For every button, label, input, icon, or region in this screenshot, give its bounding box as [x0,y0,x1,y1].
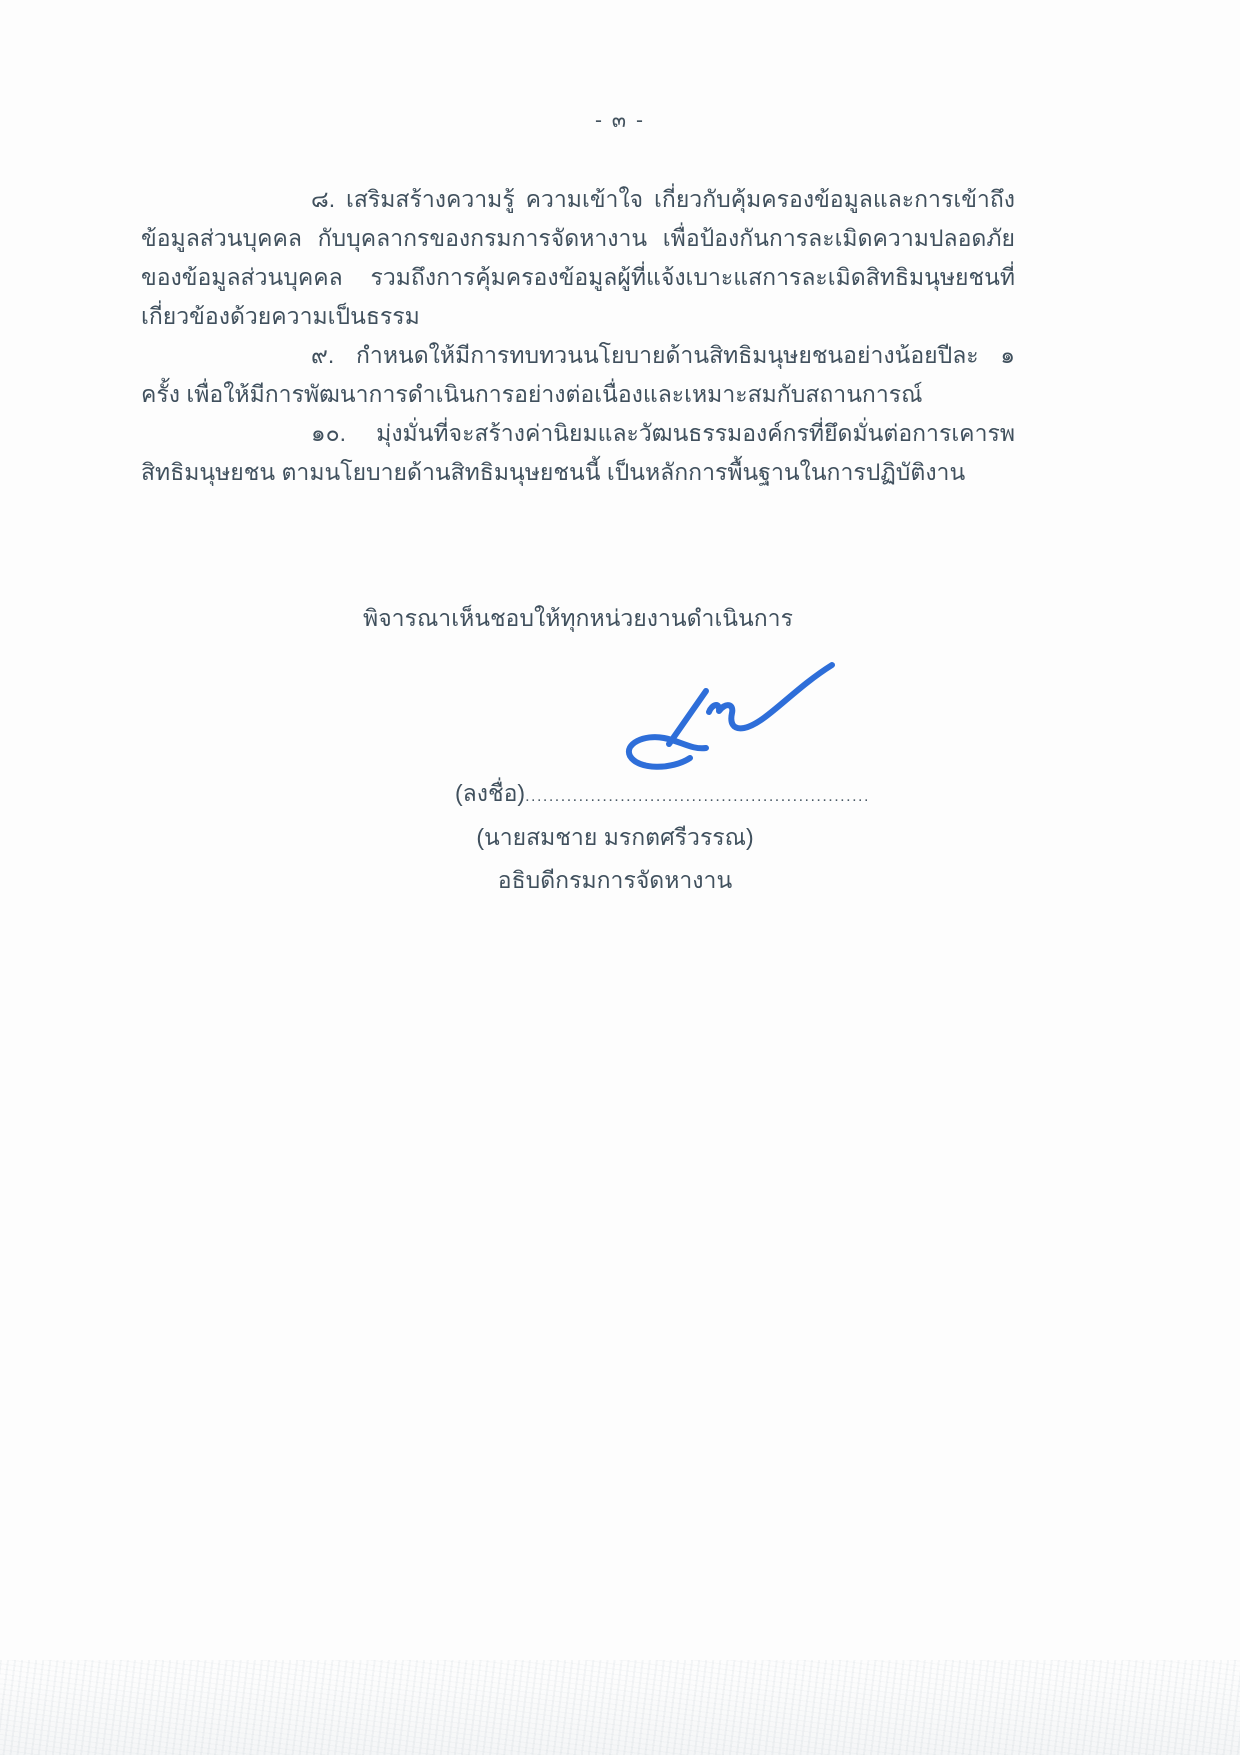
signer-title: อธิบดีกรมการจัดหางาน [497,867,733,893]
page-number: - ๓ - [594,109,645,132]
signer-name: (นายสมชาย มรกตศรีวรรณ) [476,824,754,850]
signature-ink [560,648,850,788]
scan-artifact-band [0,1660,1240,1755]
signature-sweep-stroke [709,665,832,728]
paragraph-item-10: ๑๐. มุ่งมั่นที่จะสร้างค่านิยมและวัฒนธรรมองค์กรที่ยึดมั่นต่อการเคารพสิทธิมนุษยชน ตามนโยบายด้านสิทธิมนุษยชนนี้ เป็นหลักการพื้นฐานในการปฏิบัติงาน [141,420,1015,485]
approval-statement: พิจารณาเห็นชอบให้ทุกหน่วยงานดำเนินการ [363,605,793,631]
sign-dotted-leader: .......................................................... [525,788,870,805]
paragraph-item-9: ๙. กำหนดให้มีการทบทวนนโยบายด้านสิทธิมนุษยชนอย่างน้อยปีละ ๑ ครั้ง เพื่อให้มีการพัฒนาการดำเนินการอย่างต่อเนื่องและเหมาะสมกับสถานการณ์ [141,342,1015,407]
body-text [141,180,1015,492]
signature-slash-stroke [669,691,706,744]
signature-line [455,776,955,812]
paragraph-item-8: ๘. เสริมสร้างความรู้ ความเข้าใจ เกี่ยวกับคุ้มครองข้อมูลและการเข้าถึงข้อมูลส่วนบุคคล กับบุคลากรของกรมการจัดหางาน เพื่อป้องกันการละเมิดความปลอดภัยของข้อมูลส่วนบุคคล รวมถึงการคุ้มครองข้อมูลผู้ที่แจ้งเบาะแสการละเมิดสิทธิมนุษยชนที่เกี่ยวข้องด้วยความเป็นธรรม [141,186,1015,329]
sign-label: (ลงชื่อ) [455,780,526,806]
